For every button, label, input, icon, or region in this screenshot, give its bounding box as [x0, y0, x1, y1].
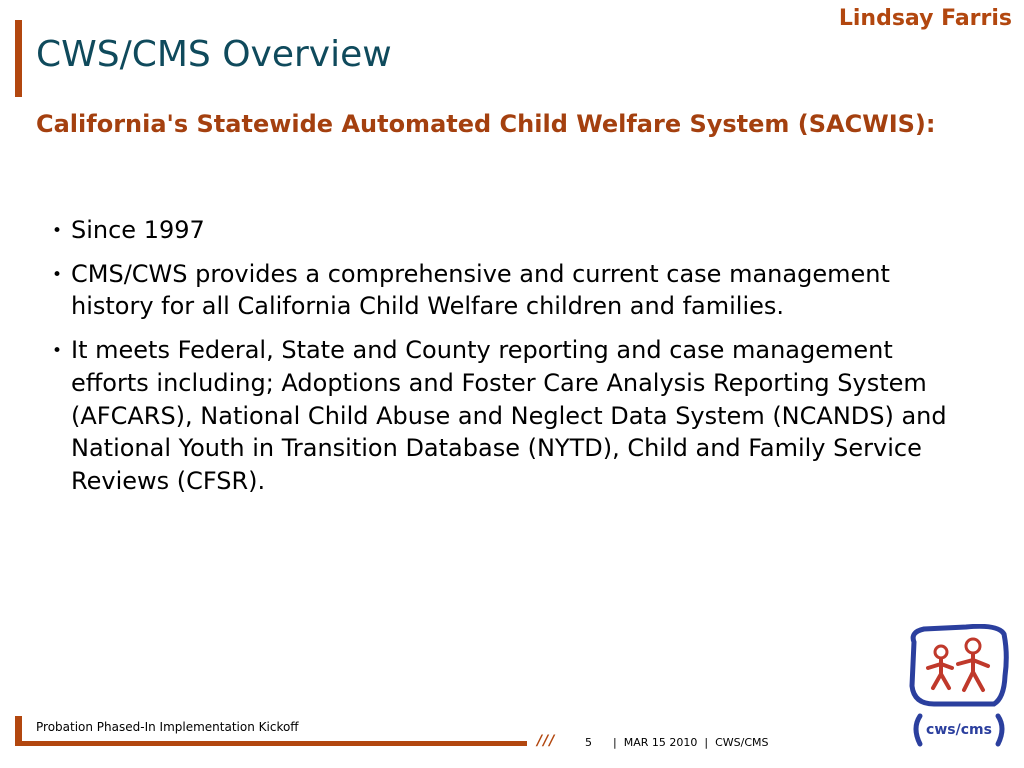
footer-slashes: /// [537, 733, 556, 749]
title-accent-bar [15, 20, 22, 97]
bullet-text: CMS/CWS provides a comprehensive and current case management history for all California Child Welfare children and families. [71, 259, 890, 321]
bullet-dot: • [52, 264, 63, 285]
two-children-icon [906, 624, 1010, 754]
bullet-list [50, 214, 950, 509]
footer-accent-bar [15, 716, 22, 744]
bullet-dot: • [52, 221, 63, 241]
page-number: 5 [585, 736, 592, 749]
logo-text: cws/cms [926, 722, 992, 738]
bullet-item [50, 334, 950, 498]
presenter-name: Lindsay Farris [838, 6, 1012, 31]
bullet-dot: • [52, 341, 63, 362]
footer-separator: | [704, 736, 709, 749]
cws-cms-logo [906, 624, 1010, 754]
slide-subtitle: California's Statewide Automated Child Welfare System (SACWIS): [36, 110, 936, 138]
bullet-text: Since 1997 [71, 216, 205, 244]
slide-title: CWS/CMS Overview [36, 34, 392, 75]
footer-label: Probation Phased-In Implementation Kickoff [36, 720, 299, 734]
footer-date: MAR 15 2010 [623, 736, 698, 749]
bullet-item [50, 258, 950, 323]
footer-meta [585, 736, 768, 749]
bullet-text: It meets Federal, State and County reporting and case management efforts including; Adoptions and Foster Care Analysis Reporting System (AFCARS), National Child Abuse and Neglect Data System (NCANDS) and National Youth in Transition Database (NYTD), Child and Family Service Reviews (CFSR). [71, 336, 947, 495]
bullet-item [50, 214, 950, 247]
footer-section: CWS/CMS [715, 736, 769, 749]
footer-rule [15, 741, 527, 746]
footer-separator: | [612, 736, 617, 749]
